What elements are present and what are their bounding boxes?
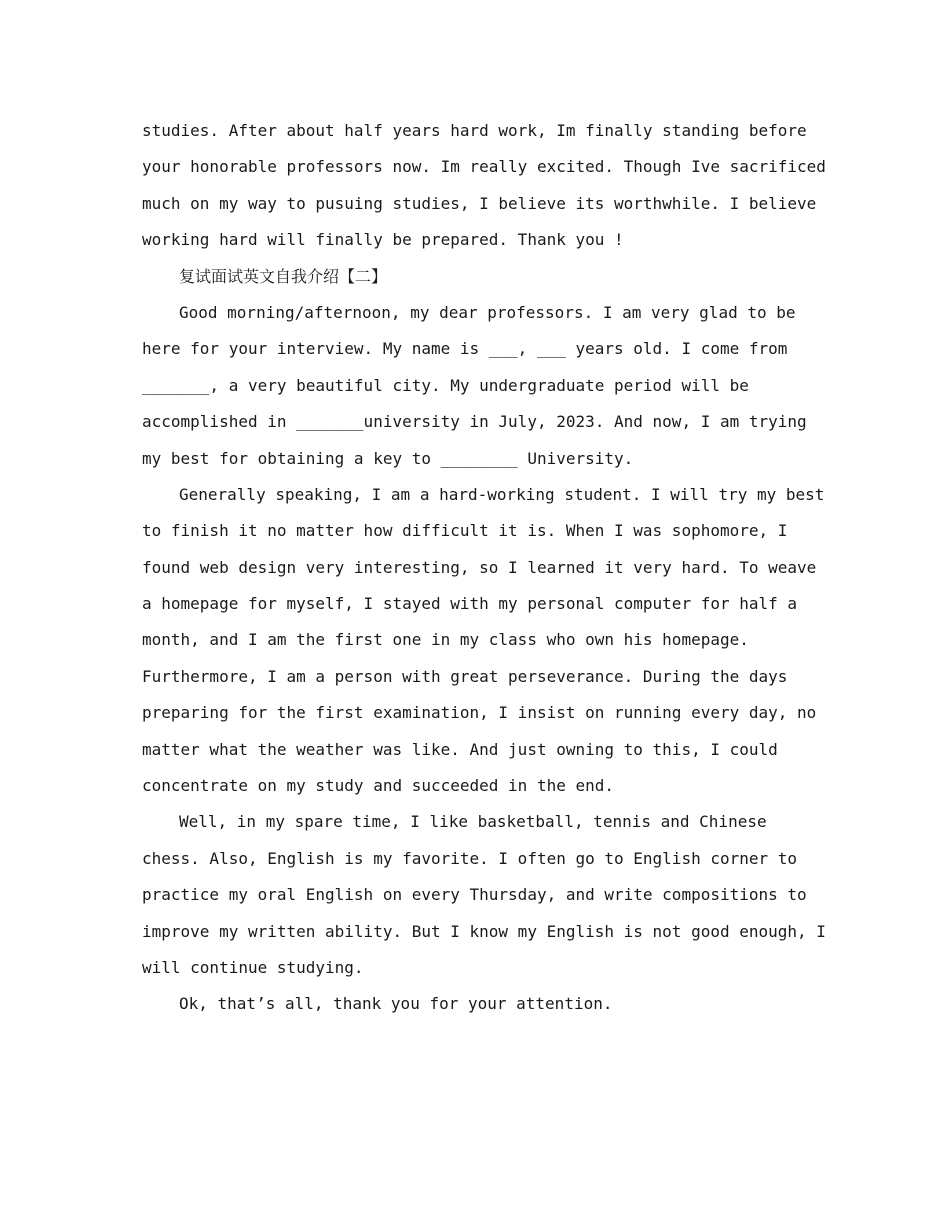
paragraph-line: month, and I am the first one in my class who own his homepage.	[142, 630, 749, 650]
paragraph-line: Furthermore, I am a person with great perseverance. During the days	[142, 666, 788, 686]
paragraph-line: practice my oral English on every Thursday, and write compositions to	[142, 885, 807, 905]
section-heading: 复试面试英文自我介绍【二】	[179, 266, 388, 286]
paragraph-line: your honorable professors now. Im really excited. Though Ive sacrificed	[142, 157, 826, 177]
paragraph-line: Good morning/afternoon, my dear professors. I am very glad to be	[179, 302, 796, 322]
paragraph-line: my best for obtaining a key to ________ University.	[142, 448, 634, 468]
paragraph-line: _______, a very beautiful city. My undergraduate period will be	[142, 375, 749, 395]
paragraph-line: studies. After about half years hard work, Im finally standing before	[142, 121, 807, 140]
paragraph-line: Well, in my spare time, I like basketball, tennis and Chinese	[179, 812, 767, 832]
paragraph-line: chess. Also, English is my favorite. I often go to English corner to	[142, 848, 798, 868]
paragraph-line: preparing for the first examination, I insist on running every day, no	[142, 703, 817, 723]
paragraph-line: matter what the weather was like. And just owning to this, I could	[142, 739, 778, 759]
paragraph-line: will continue studying.	[142, 957, 364, 977]
paragraph-line: improve my written ability. But I know my English is not good enough, I	[142, 921, 826, 941]
personality-paragraph	[142, 477, 825, 805]
greeting-paragraph	[142, 295, 812, 477]
hobbies-paragraph	[142, 804, 826, 986]
paragraph-line: concentrate on my study and succeeded in the end.	[142, 776, 615, 796]
paragraph-line: much on my way to pusuing studies, I believe its worthwhile. I believe	[142, 193, 817, 213]
paragraph-line: here for your interview. My name is ___, ___ years old. I come from	[142, 339, 788, 359]
paragraph-line: found web design very interesting, so I learned it very hard. To weave	[142, 557, 817, 577]
paragraph-line: a homepage for myself, I stayed with my personal computer for half a	[142, 594, 798, 614]
document-body	[142, 113, 826, 1023]
closing-line: Ok, that’s all, thank you for your attention.	[179, 994, 613, 1014]
paragraph-line: to finish it no matter how difficult it is. When I was sophomore, I	[142, 521, 788, 541]
intro-paragraph	[142, 113, 826, 259]
paragraph-line: Generally speaking, I am a hard-working student. I will try my best	[179, 484, 825, 504]
paragraph-line: accomplished in _______university in July, 2023. And now, I am trying	[142, 412, 807, 432]
paragraph-line: working hard will finally be prepared. Thank you !	[142, 230, 624, 250]
